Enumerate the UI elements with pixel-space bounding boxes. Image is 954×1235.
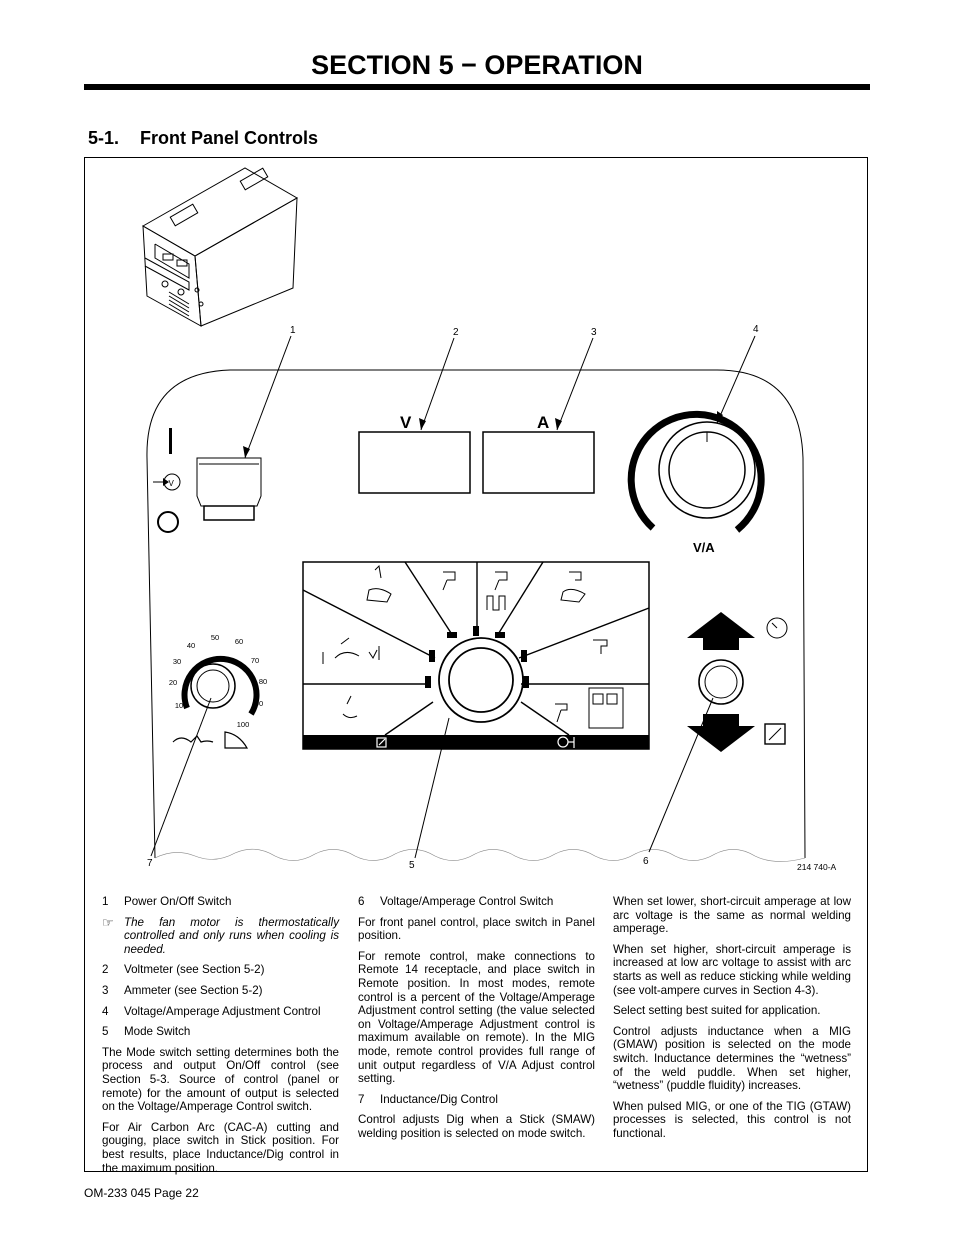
svg-text:30: 30: [172, 657, 182, 666]
panel-outline: [147, 370, 805, 858]
callout-3: 3: [591, 327, 597, 338]
paragraph: For Air Carbon Arc (CAC-A) cutting and gouging, place switch in Stick position. For best results, place Inductance/Dig control in the maximum position.: [102, 1120, 339, 1175]
subsection-heading: [88, 128, 318, 149]
voltmeter: [359, 432, 470, 493]
svg-text:10: 10: [174, 701, 184, 710]
note: ☞ The fan motor is thermostatically controlled and only runs when cooling is needed.: [102, 914, 339, 956]
list-item: 1 Power On/Off Switch: [102, 895, 232, 908]
list-item: 5 Mode Switch: [102, 1025, 191, 1039]
paragraph: The Mode switch setting determines both the process and output On/Off control (see Section 5-3. Source of control (panel or remote) for the amount of output is selected on the Voltage/Amperage Control switch.: [102, 1045, 339, 1114]
callout-5: 5: [409, 860, 415, 871]
svg-text:40: 40: [186, 641, 196, 650]
va-adjust-knob[interactable]: [631, 414, 761, 530]
svg-text:80: 80: [258, 677, 268, 686]
svg-text:50: 50: [210, 633, 220, 642]
paragraph: Control adjusts inductance when a MIG (GMAW) position is selected on the mode switch. Inductance determines the “wetness” of the weld puddle. When set higher, “wetness” (puddle fluidity) increases.: [613, 1024, 851, 1093]
inductance-dig-control[interactable]: [169, 633, 267, 748]
svg-text:V: V: [168, 479, 174, 488]
callout-6: 6: [643, 856, 649, 867]
callout-1: 1: [290, 325, 296, 336]
text-column-2: [358, 895, 595, 1148]
paragraph: When set higher, short-circuit amperage is increased at low arc voltage to assist with arc starts as well as reduce sticking while welding (see volt-ampere curves in Section 4-3).: [613, 942, 851, 997]
svg-text:90: 90: [254, 699, 264, 708]
title-rule: [84, 84, 870, 90]
svg-text:20: 20: [168, 678, 178, 687]
pointing-hand-icon: ☞: [102, 914, 114, 930]
paragraph: For remote control, make connections to Remote 14 receptacle, and place switch in Remote position. In most modes, remote control is a percent of the Voltage/Amperage Adjustment control setting (the value selected on Voltage/Amperage Adjustment control is maximum available on remote). In the MIG mode, remote control provides full range of unit output regardless of V/A Adjust control setting.: [358, 949, 595, 1086]
va-knob-label: V/A: [693, 540, 715, 555]
svg-text:60: 60: [234, 637, 244, 646]
meter-a-label: A: [537, 413, 550, 432]
va-control-switch[interactable]: [687, 612, 787, 752]
list-item: 3 Ammeter (see Section 5-2): [102, 983, 263, 997]
callout-7: 7: [147, 858, 153, 869]
paragraph: Select setting best suited for application.: [613, 1004, 821, 1018]
list-item: 6 Voltage/Amperage Control Switch: [358, 895, 554, 908]
paragraph: When set lower, short-circuit amperage at low arc voltage is the same as normal welding amperage.: [613, 895, 851, 936]
mode-switch[interactable]: [303, 562, 649, 749]
power-switch[interactable]: [153, 428, 261, 532]
list-item: 2 Voltmeter (see Section 5-2): [102, 963, 265, 977]
welder-unit-illustration: [143, 168, 297, 326]
subsection-number: 5-1.: [88, 128, 120, 148]
front-panel-diagram: [85, 158, 868, 878]
callout-2: 2: [453, 327, 459, 338]
svg-text:70: 70: [250, 656, 260, 665]
text-column-3: [613, 895, 851, 1148]
paragraph: Control adjusts Dig when a Stick (SMAW) welding position is selected on mode switch.: [358, 1113, 595, 1140]
paragraph: For front panel control, place switch in Panel position.: [358, 915, 595, 943]
list-item: 4 Voltage/Amperage Adjustment Control: [102, 1004, 321, 1018]
list-item: 7 Inductance/Dig Control: [358, 1092, 498, 1106]
part-number: 214 740-A: [797, 862, 837, 872]
page-footer: OM-233 045 Page 22: [84, 1186, 199, 1200]
subsection-title: Front Panel Controls: [140, 128, 319, 148]
section-title: SECTION 5 − OPERATION: [311, 50, 643, 80]
callout-4: 4: [753, 324, 759, 335]
paragraph: When pulsed MIG, or one of the TIG (GTAW) processes is selected, this control is not functional.: [613, 1099, 851, 1140]
meter-v-label: V: [400, 413, 412, 432]
svg-text:100: 100: [236, 720, 250, 729]
ammeter: [483, 432, 594, 493]
text-column-1: [102, 895, 339, 1182]
